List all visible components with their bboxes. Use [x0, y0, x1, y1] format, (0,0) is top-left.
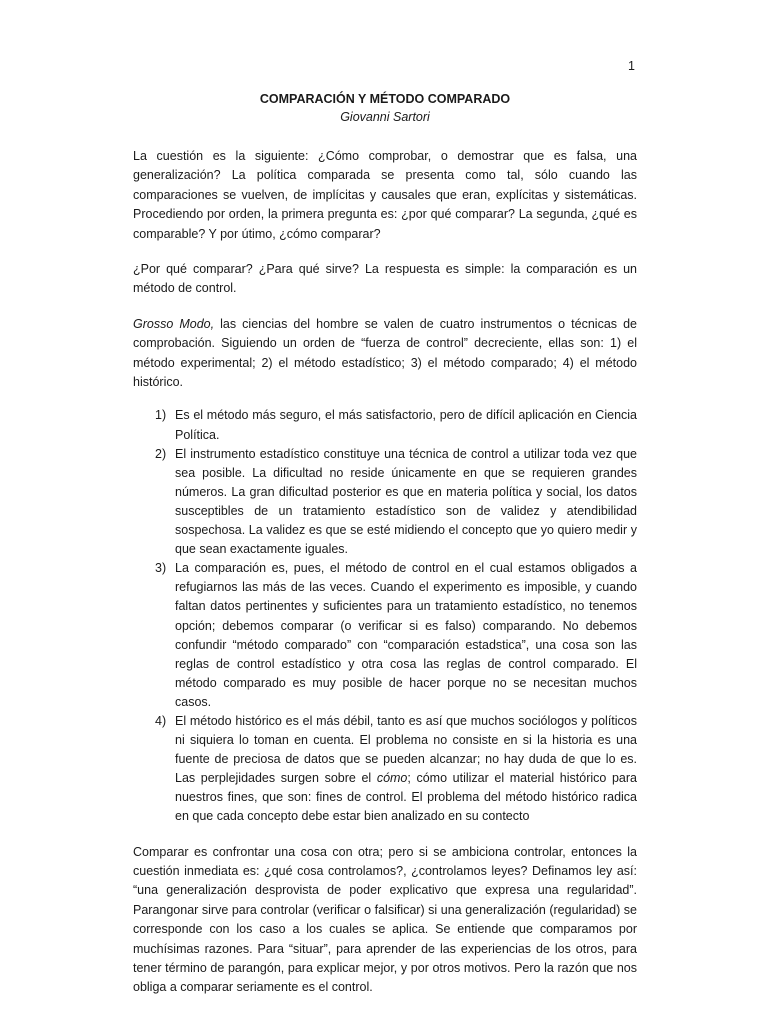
list-text-before: El método histórico es el más débil, tanto es así que muchos sociólogos y políticos ni siquiera lo toman en cuenta. El problema no consiste en si la historia es una fuente de preciosa de datos que se pueden alcanzar; no hay duda de que lo es. Las perplejidades surgen sobre el [175, 713, 637, 786]
list-item [133, 559, 637, 712]
paragraph-body: las ciencias del hombre se valen de cuatro instrumentos o técnicas de comprobación. Siguiendo un orden de “fuerza de control” decreciente, ellas son: 1) el método experimental; 2) el método estadístico; 3) el método comparado; 4) el método histórico. [133, 316, 637, 390]
paragraph-why-compare: ¿Por qué comparar? ¿Para qué sirve? La respuesta es simple: la comparación es un método de control. [133, 262, 637, 296]
list-number: 1) [155, 408, 167, 423]
list-item-text: La comparación es, pues, el método de control en el cual estamos obligados a refugiarnos las más de las veces. Cuando el experimento es imposible, y cuando faltan datos pertinentes y suficientes para un tratamiento estadístico, no tenemos opción; debemos comparar (o verificar si es falso) comparando. No debemos confundir “método comparado” con “comparación estadstica”, una cosa son las reglas de control estadístico y otra cosa las reglas de control comparado. El método comparado es muy posible de hacer porque no se necesitan muchos casos. [175, 561, 637, 709]
list-text-after: ; cómo utilizar el material histórico para nuestros fines, que son: fines de control. El problema del método histórico radica en que cada concepto debe estar bien analizado en su contecto [175, 771, 637, 824]
list-item [133, 406, 637, 444]
methods-list [133, 406, 637, 826]
list-number: 3) [155, 561, 167, 576]
list-item [133, 445, 637, 560]
paragraph-intro: La cuestión es la siguiente: ¿Cómo comprobar, o demostrar que es falsa, una generalización? La política comparada se presenta como tal, sólo cuando las comparaciones se vuelven, de implícitas y causales que eran, explícitas y sistemáticas. Procediendo por orden, la primera pregunta es: ¿por qué comparar? La segunda, ¿qué es comparable? Y por útimo, ¿cómo comparar? [133, 149, 637, 241]
list-item [133, 712, 637, 827]
paragraph-grosso-modo [133, 315, 637, 393]
page-number: 1 [628, 59, 635, 73]
paragraph-lead-italic: Grosso Modo, [133, 316, 215, 331]
list-item-text: El instrumento estadístico constituye una técnica de control a utilizar toda vez que sea posible. La dificultad no reside únicamente en que se requieren grandes números. La gran dificultad posterior es que en materia política y social, los datos susceptibles de un tratamiento estadístico son de validez y atendibilidad sospechosa. La validez es que se esté midiendo el concepto que yo quiero medir y que sean exactamente iguales. [175, 446, 637, 557]
list-item-text: Es el método más seguro, el más satisfactorio, pero de difícil aplicación en Ciencia Política. [175, 408, 637, 442]
list-item-text [175, 712, 637, 827]
list-text-emphasis: cómo [376, 771, 408, 786]
document-author: Giovanni Sartori [340, 110, 430, 124]
paragraph-compare-control: Comparar es confrontar una cosa con otra; pero si se ambiciona controlar, entonces la cuestión inmediata es: ¿qué cosa controlamos?, ¿controlamos leyes? Definamos ley así: “una generalización desprovista de poder explicativo que expresa una regularidad”. Parangonar sirve para controlar (verificar o falsificar) si una generalización (regularidad) se corresponde con los caso a los cuales se aplica. Se entiende que comparamos por muchísimas razones. Para “situar”, para aprender de las experiencias de los otros, para tener término de parangón, para explicar mejor, y por otros motivos. Pero la razón que nos obliga a comparar seriamente es el control. [133, 844, 637, 995]
list-number: 2) [155, 446, 167, 461]
document-title: COMPARACIÓN Y MÉTODO COMPARADO [259, 92, 511, 106]
list-number: 4) [155, 713, 167, 728]
